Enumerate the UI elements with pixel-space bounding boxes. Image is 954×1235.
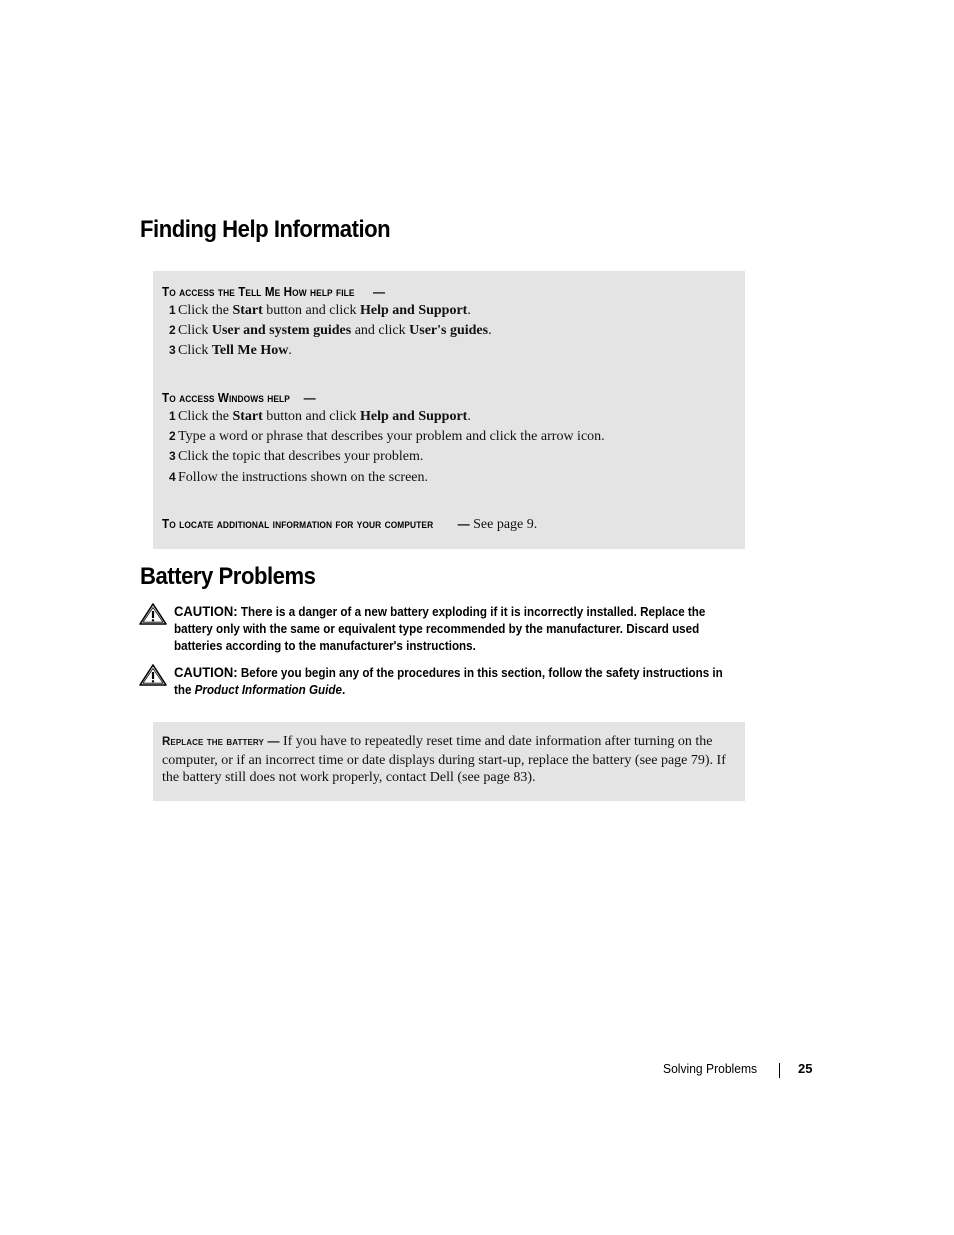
tellme-step-1: 1 Click the Start button and click Help and Support. (169, 303, 471, 318)
caution-text: CAUTION: There is a danger of a new battery exploding if it is incorrectly installed. Replace the battery only with the same or equivalent type recommended by the manufacturer. Discard used batteries according to the manufacturer's instructions. (174, 603, 706, 653)
tellme-heading: To access the Tell Me How help file — (162, 285, 386, 299)
windows-step-3: 3 Click the topic that describes your problem. (169, 449, 424, 464)
replace-battery-paragraph: Replace the battery — If you have to repeatedly reset time and date information after turning on the computer, or if an incorrect time or date displays during start-up, replace the battery (see page 79). If the battery still does not work properly, contact Dell (see page 83). (162, 734, 726, 785)
windows-step-4: 4 Follow the instructions shown on the screen. (169, 470, 429, 485)
caution-warning-icon (139, 603, 167, 625)
caution-label: CAUTION: (174, 603, 238, 619)
windows-step-1: 1 Click the Start button and click Help and Support. (169, 409, 471, 424)
tellme-step-3: 3 Click Tell Me How. (169, 343, 292, 358)
caution-label: CAUTION: (174, 664, 238, 680)
section-title-battery-problems: Battery Problems (140, 563, 316, 590)
replace-battery-box (153, 722, 745, 801)
windows-help-heading: To access Windows help — (162, 391, 316, 405)
windows-step-2: 2 Type a word or phrase that describes your problem and click the arrow icon. (169, 429, 605, 444)
replace-battery-text: If you have to repeatedly reset time and date information after turning on the computer, or if an incorrect time or date displays during start-up, replace the battery (see page 79). If the battery still does not work properly, contact Dell (see page 83). (162, 734, 726, 785)
caution-warning-icon (139, 664, 167, 686)
section-title-finding-help: Finding Help Information (140, 216, 391, 243)
replace-battery-heading: Replace the battery (162, 736, 264, 748)
locate-info-text: See page 9. (469, 517, 538, 532)
footer-section-name: Solving Problems (663, 1061, 758, 1076)
product-info-guide-title: Product Information Guide (194, 683, 342, 697)
tellme-step-2: 2 Click User and system guides and click User's guides. (169, 323, 492, 338)
footer-divider (779, 1063, 780, 1078)
finding-help-box (153, 271, 745, 549)
footer-page-number: 25 (798, 1061, 813, 1076)
caution-text: CAUTION: Before you begin any of the procedures in this section, follow the safety instructions in the Product Information Guide. (174, 664, 723, 697)
locate-info-heading: To locate additional information for your computer — See page 9. (162, 517, 538, 532)
